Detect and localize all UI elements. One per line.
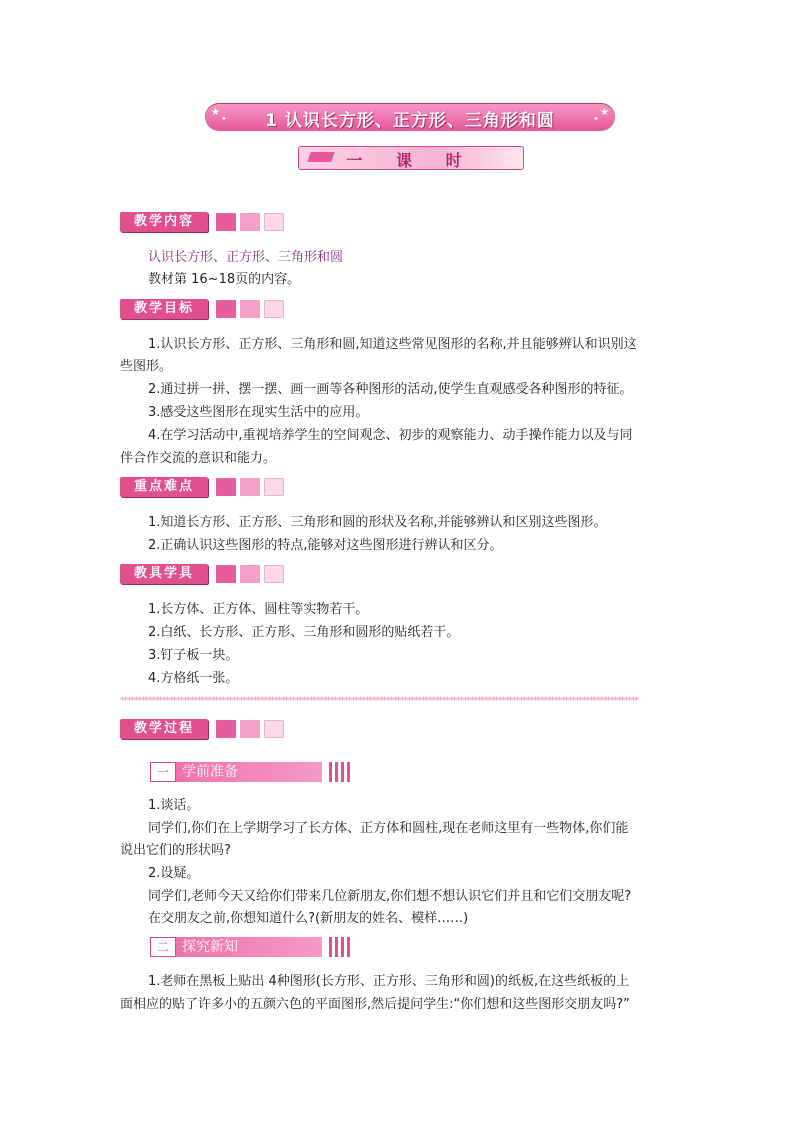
deco-square [216,565,236,583]
section-header-goals [120,299,284,319]
process-line: 说出它们的形状吗? [120,843,231,858]
subsection-header [150,762,350,782]
decoration-bars [326,762,350,782]
process-line: 同学们,老师今天又给你们带来几位新朋友,你们想不想认识它们并且和它们交朋友呢? [148,889,632,904]
subsection-label: 学前准备 [176,762,322,782]
tool-line: 2.白纸、长方形、正方形、三角形和圆形的贴纸若干。 [148,625,460,640]
deco-square [240,478,260,496]
goal-line: 2.通过拼一拼、摆一摆、画一画等各种图形的活动,使学生直观感受各种图形的特征。 [148,382,633,397]
subsection-number: 一 [150,762,176,782]
tool-line: 4.方格纸一张。 [148,671,239,686]
goal-line: 1.认识长方形、正方形、三角形和圆,知道这些常见图形的名称,并且能够辨认和识别这 [148,337,637,352]
star-icon: ✦ [221,115,227,123]
section-label: 重点难点 [120,477,208,497]
section-header-process [120,719,284,739]
process-line: 在交朋友之前,你想知道什么?(新朋友的姓名、模样……) [148,911,469,926]
deco-square [264,300,284,318]
section-divider: **************************************************************************************************************************************************** [120,696,638,706]
subsection-header [150,937,350,957]
deco-square [240,720,260,738]
section-header-keypoints [120,477,284,497]
deco-square [216,213,236,231]
process-line: 面相应的贴了许多小的五颜六色的平面图形,然后提问学生:“你们想和这些图形交朋友吗?” [120,997,630,1012]
goal-line: 伴合作交流的意识和能力。 [120,451,277,466]
star-icon: ✦ [593,115,599,123]
page-title: 1 认识长方形、正方形、三角形和圆 [265,111,555,131]
deco-square [240,300,260,318]
lesson-title: 一 课 时 [346,151,476,170]
lesson-banner [298,146,524,170]
star-icon: ★ [600,107,609,118]
title-banner [205,103,615,131]
deco-square [216,478,236,496]
process-line: 同学们,你们在上学期学习了长方体、正方体和圆柱,现在老师这里有一些物体,你们能 [148,821,629,836]
subsection-label: 探究新知 [176,937,322,957]
process-line: 2.设疑。 [148,866,200,881]
goal-line: 4.在学习活动中,重视培养学生的空间观念、初步的观察能力、动手操作能力以及与同 [148,428,633,443]
deco-square [240,213,260,231]
star-icon: ★ [211,107,220,118]
process-line: 1.老师在黑板上贴出 4种图形(长方形、正方形、三角形和圆)的纸板,在这些纸板的上 [148,974,630,989]
goal-line: 些图形。 [120,359,173,374]
keypoint-line: 2.正确认识这些图形的特点,能够对这些图形进行辨认和区分。 [148,538,503,553]
section-label: 教学内容 [120,212,208,232]
keypoint-line: 1.知道长方形、正方形、三角形和圆的形状及名称,并能够辨认和区别这些图形。 [148,515,607,530]
content-line: 教材第 16~18页的内容。 [148,272,301,287]
goal-line: 3.感受这些图形在现实生活中的应用。 [148,405,369,420]
deco-square [216,720,236,738]
content-line: 认识长方形、正方形、三角形和圆 [148,250,344,265]
section-label: 教学过程 [120,719,208,739]
section-header-content [120,212,284,232]
tool-line: 1.长方体、正方体、圆柱等实物若干。 [148,602,369,617]
deco-square [264,478,284,496]
deco-square [240,565,260,583]
decoration-bars [326,937,350,957]
section-header-tools [120,564,284,584]
section-label: 教学目标 [120,299,208,319]
subsection-number: 二 [150,937,176,957]
tool-line: 3.钉子板一块。 [148,648,239,663]
deco-square [216,300,236,318]
deco-square [264,720,284,738]
section-label: 教具学具 [120,564,208,584]
deco-square [264,213,284,231]
deco-square [264,565,284,583]
process-line: 1.谈话。 [148,798,200,813]
